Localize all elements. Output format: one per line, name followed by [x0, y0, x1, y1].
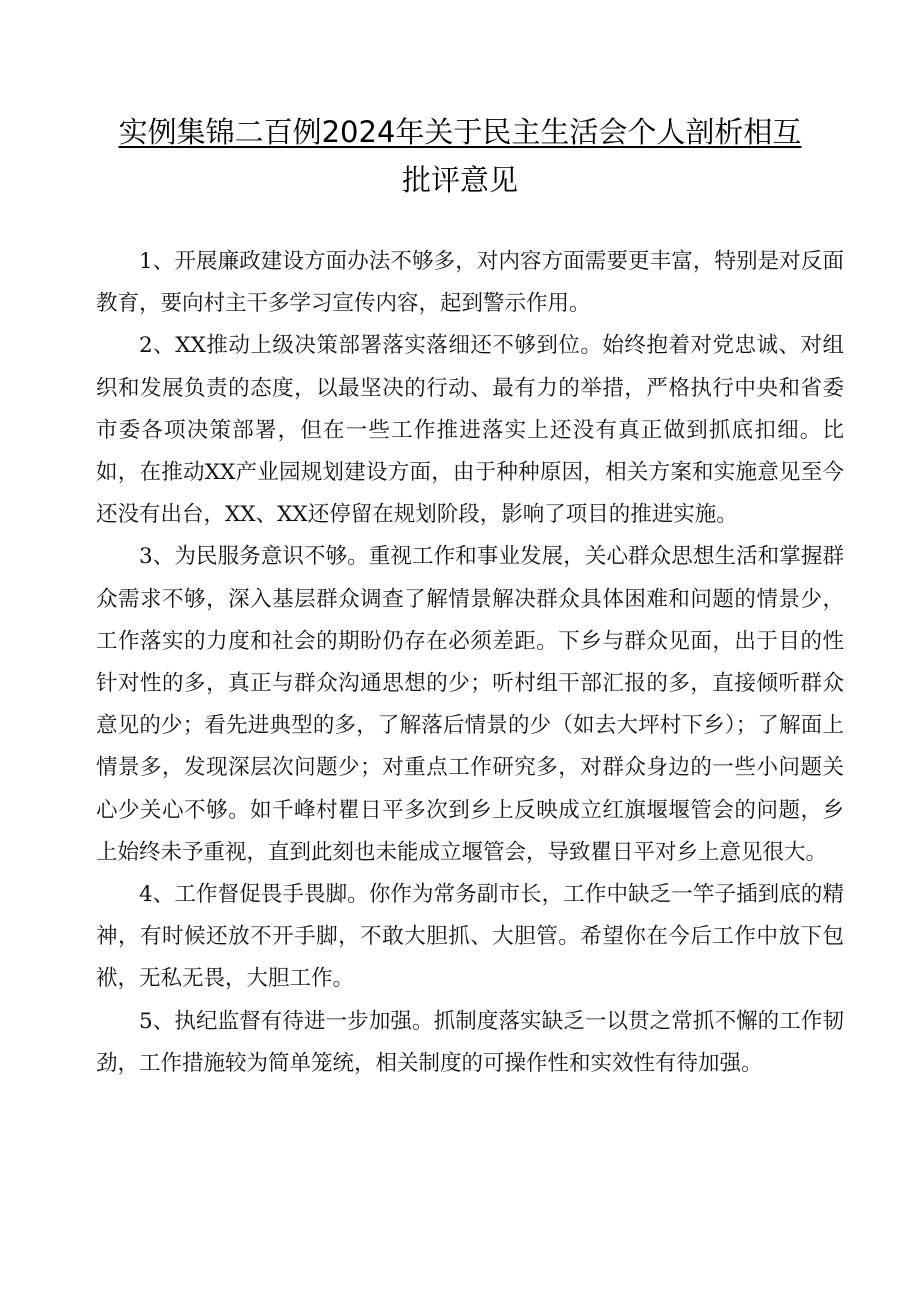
- paragraph-3: 3、为民服务意识不够。重视工作和事业发展，关心群众思想生活和掌握群众需求不够，深入基层群众调查了解情景解决群众具体困难和问题的情景少，工作落实的力度和社会的期盼仍存在必须差距。下乡与群众见面，出于目的性针对性的多，真正与群众沟通思想的少；听村组干部汇报的多，直接倾听群众意见的少；看先进典型的多，了解落后情景的少（如去大坪村下乡）；了解面上情景多，发现深层次问题少；对重点工作研究多，对群众身边的一些小问题关心少关心不够。如千峰村瞿日平多次到乡上反映成立红旗堰堰管会的问题，乡上始终未予重视，直到此刻也未能成立堰管会，导致瞿日平对乡上意见很大。: [96, 544, 844, 865]
- paragraph-5: 5、执纪监督有待进一步加强。抓制度落实缺乏一以贯之常抓不懈的工作韧劲，工作措施较为简单笼统，相关制度的可操作性和实效性有待加强。: [96, 1008, 844, 1076]
- document-title-line1: 实例集锦二百例2024年关于民主生活会个人剖析相互: [118, 115, 802, 149]
- paragraph-2: 2、XX推动上级决策部署落实落细还不够到位。始终抱着对党忠诚、对组织和发展负责的态度，以最坚决的行动、最有力的举措，严格执行中央和省委市委各项决策部署，但在一些工作推进落实上还没有真正做到抓底扣细。比如，在推动XX产业园规划建设方面，由于种种原因，相关方案和实施意见至今还没有出台，XX、XX还停留在规划阶段，影响了项目的推进实施。: [96, 333, 844, 528]
- document-title-line2: 批评意见: [401, 163, 518, 197]
- document-body: [96, 241, 844, 1085]
- paragraph-1: 1、开展廉政建设方面办法不够多，对内容方面需要更丰富，特别是对反面教育，要向村主干多学习宣传内容，起到警示作用。: [96, 249, 844, 317]
- paragraph-4: 4、工作督促畏手畏脚。你作为常务副市长，工作中缺乏一竿子插到底的精神，有时候还放不开手脚，不敢大胆抓、大胆管。希望你在今后工作中放下包袱，无私无畏，大胆工作。: [96, 882, 844, 992]
